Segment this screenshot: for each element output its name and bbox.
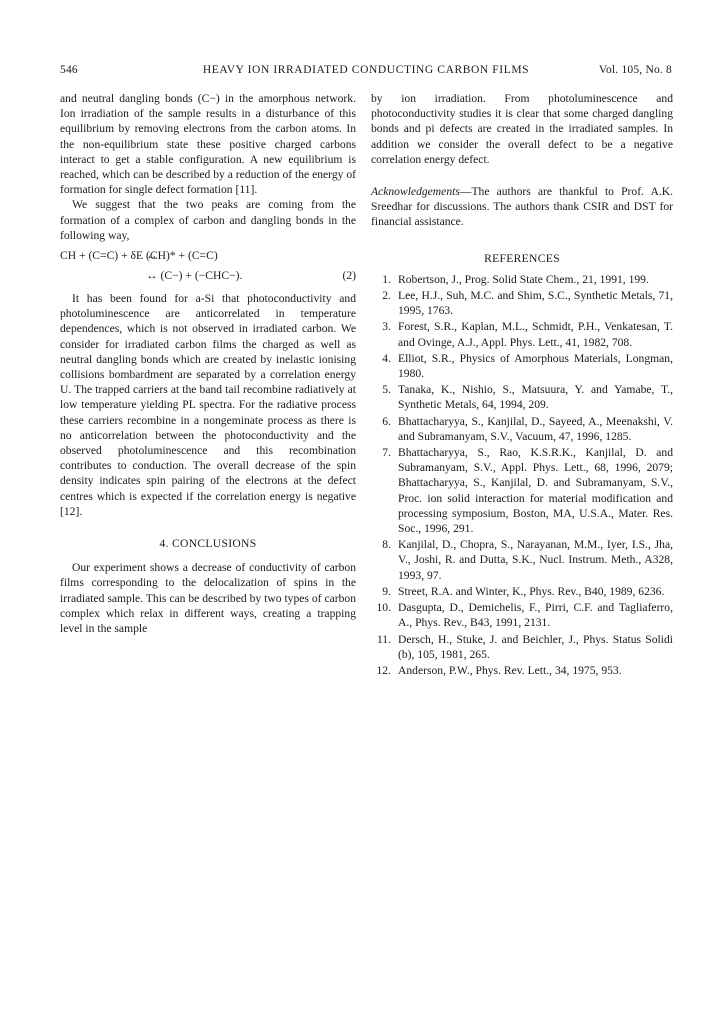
reference-item bbox=[371, 445, 673, 536]
references-heading: REFERENCES bbox=[484, 251, 560, 265]
running-header bbox=[60, 64, 672, 80]
equation-rhs-1: (CH)* + (C=C) bbox=[146, 249, 218, 263]
volume-issue: Vol. 105, No. 8 bbox=[598, 64, 672, 76]
reference-text: Bhattacharyya, S., Rao, K.S.R.K., Kanjilal, D. and Subramanyam, S.V., Appl. Phys. Lett., 68, 1996, 2079; Bhattacharyya, S., Kanjilal, D. and Subramanyam, S.V., Proc. ion solid interaction for material modification and processing symposium, Boston, MA, U.S.A., Mater. Res. Soc., 1996, 291. bbox=[398, 446, 673, 536]
acknowledgements-label: Acknowledgements bbox=[371, 185, 460, 199]
reference-item bbox=[371, 584, 673, 599]
paragraph-equilibrium: and neutral dangling bonds (C−) in the amorphous network. Ion irradiation of the sample results in a disturbance of this equilibrium by removing electrons from the carbon atoms. In the non-equilibrium state these positive charged carbons interact to get a stable configuration. A new equilibrium is reached, which can be described by a reduction of the energy of formation for single defect formation [11]. bbox=[60, 92, 356, 197]
reference-text: Elliot, S.R., Physics of Amorphous Materials, Longman, 1980. bbox=[398, 351, 673, 381]
reference-number: 9. bbox=[382, 584, 391, 598]
reference-list bbox=[371, 272, 673, 678]
reference-number: 4. bbox=[382, 351, 391, 365]
acknowledgements bbox=[371, 184, 673, 230]
reference-text: Robertson, J., Prog. Solid State Chem., 21, 1991, 199. bbox=[398, 272, 649, 286]
reference-text: Dersch, H., Stuke, J. and Beichler, J., Phys. Status Solidi (b), 105, 1981, 265. bbox=[398, 632, 673, 661]
equation-number: (2) bbox=[342, 269, 356, 283]
reference-text: Dasgupta, D., Demichelis, F., Pirri, C.F. and Tagliaferro, A., Phys. Rev., B43, 1991, 2131. bbox=[398, 601, 673, 630]
reference-text: Lee, H.J., Suh, M.C. and Shim, S.C., Synthetic Metals, 71, 1995, 1763. bbox=[398, 289, 673, 318]
acknowledgements-text: —The authors are thankful to Prof. A.K. Sreedhar for discussions. The authors thank CSIR and DST for financial assistance. bbox=[371, 185, 673, 229]
paragraph-suggestion: We suggest that the two peaks are coming from the formation of a complex of carbon and dangling bonds in the following way, bbox=[60, 198, 356, 242]
paragraph-conclusions: Our experiment shows a decrease of conductivity of carbon films corresponding to the delocalization of spins in the irradiated sample. This can be described by two types of carbon complex which relax in different ways, creating a trapping level in the sample bbox=[60, 561, 356, 636]
reference-number: 1. bbox=[382, 272, 391, 286]
right-column bbox=[371, 91, 673, 678]
reference-item bbox=[371, 272, 673, 287]
reference-item bbox=[371, 319, 673, 349]
reference-number: 6. bbox=[382, 414, 391, 428]
reference-item bbox=[371, 632, 673, 662]
reference-item bbox=[371, 382, 673, 412]
reference-number: 7. bbox=[382, 446, 391, 460]
equation-line-1 bbox=[60, 248, 356, 264]
reference-text: Tanaka, K., Nishio, S., Matsuura, Y. and Yamabe, T., Synthetic Metals, 64, 1994, 209. bbox=[398, 383, 673, 412]
reference-number: 10. bbox=[376, 601, 391, 615]
running-title: HEAVY ION IRRADIATED CONDUCTING CARBON FILMS bbox=[202, 64, 530, 76]
reference-text: Kanjilal, D., Chopra, S., Narayanan, M.M., Iyer, I.S., Jha, V., Joshi, R. and Dutta, S.K., Nucl. Instrum. Meth., A328, 1993, 97. bbox=[398, 538, 673, 582]
reference-number: 11. bbox=[376, 632, 391, 646]
equation-rhs-2: ↔ (C−) + (−CHC−). bbox=[146, 269, 243, 283]
reference-text: Anderson, P.W., Phys. Rev. Lett., 34, 1975, 953. bbox=[398, 663, 622, 677]
reference-text: Bhattacharyya, S., Kanjilal, D., Sayeed, A., Meenakshi, V. and Subramanyam, S.V., Vacuum, 47, 1996, 1285. bbox=[398, 414, 673, 443]
reference-text: Forest, S.R., Kaplan, M.L., Schmidt, P.H., Venkatesan, T. and Ovinge, A.J., Appl. Phys. Lett., 41, 1982, 708. bbox=[398, 320, 673, 349]
paragraph-photoconductivity: It has been found for a-Si that photoconductivity and photoluminescence are anticorrelated in temperature dependences, which is not observed in irradiated carbon. We consider for irradiated carbon films the charged as well as neutral dangling bonds which are created by inelastic ionising collisions bombardment are separated by a correlation energy U. The trapped carriers at the band tail recombine radiatively at low temperature yielding PL spectra. For the radiative process these carriers recombine in a nongeminate process as there is no anticorrelation between the photoconductivity and the observed photoluminescence and this recombination contributes to conduction. The overall decrease of the spin density indicates spin pairing of the electrons at the defect centres which is expected if the correlation energy is negative [12]. bbox=[60, 292, 356, 518]
reference-item bbox=[371, 537, 673, 583]
reference-number: 8. bbox=[382, 538, 391, 552]
conclusions-heading: 4. CONCLUSIONS bbox=[159, 537, 257, 551]
reference-number: 5. bbox=[382, 383, 391, 397]
reference-item bbox=[371, 288, 673, 318]
reference-item bbox=[371, 351, 673, 381]
paragraph-conclusions-continued: by ion irradiation. From photoluminescence and photoconductivity studies it is clear that some charged dangling bonds and pi defects are created in the irradiated samples. In addition we consider the overall defect to be a negative correlation energy defect. bbox=[371, 92, 673, 166]
left-column bbox=[60, 91, 356, 636]
reference-item bbox=[371, 414, 673, 444]
equation-lhs: CH + (C=C) + δE ↔ bbox=[60, 249, 158, 263]
page-number: 546 bbox=[60, 64, 78, 76]
reference-text: Street, R.A. and Winter, K., Phys. Rev., B40, 1989, 6236. bbox=[398, 584, 665, 598]
reference-item bbox=[371, 663, 673, 678]
equation-line-2 bbox=[60, 268, 356, 284]
reference-number: 3. bbox=[382, 320, 391, 334]
reference-number: 12. bbox=[376, 663, 391, 677]
reference-item bbox=[371, 600, 673, 630]
reference-number: 2. bbox=[382, 289, 391, 303]
